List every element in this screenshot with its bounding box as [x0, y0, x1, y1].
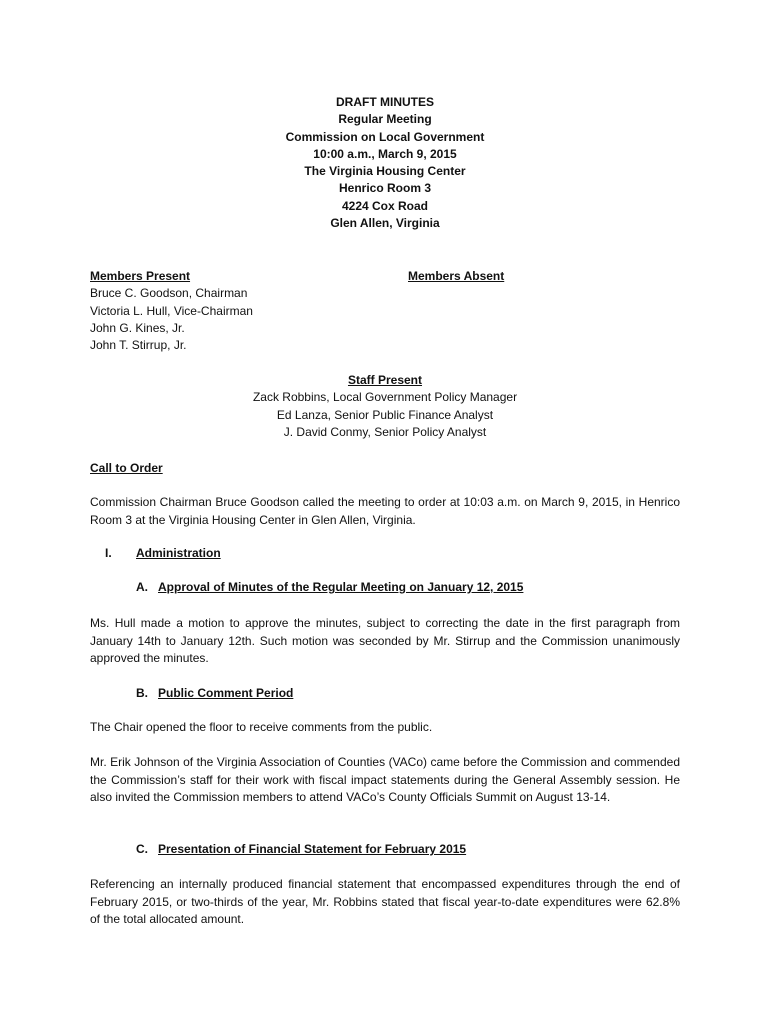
member-name: John G. Kines, Jr. [90, 320, 185, 335]
staff-name: J. David Conmy, Senior Policy Analyst [283, 424, 487, 439]
call-to-order-heading: Call to Order [90, 461, 163, 475]
member-name: Bruce C. Goodson, Chairman [90, 286, 248, 301]
subsection-title-financial-statement: Presentation of Financial Statement for February 2015 [158, 842, 467, 856]
public-comment-text-2: Mr. Erik Johnson of the Virginia Association of Counties (VACo) came before the Commission and commended the Commission’s staff for their work with fiscal impact statements during the General Assembly session. He also invited the Commission members to attend VACo’s County Officials Summit on August 13-14. [90, 755, 680, 805]
subsection-title-approval-minutes: Approval of Minutes of the Regular Meeting on January 12, 2015 [158, 580, 524, 594]
member-name: Victoria L. Hull, Vice-Chairman [90, 303, 253, 318]
staff-name: Zack Robbins, Local Government Policy Manager [252, 390, 518, 405]
members-present-heading: Members Present [90, 269, 191, 283]
header-datetime: 10:00 a.m., March 9, 2015 [313, 146, 457, 161]
header-organization: Commission on Local Government [285, 129, 485, 144]
subsection-title-public-comment: Public Comment Period [158, 686, 294, 700]
section-number: I. [105, 546, 112, 560]
header-title: DRAFT MINUTES [336, 95, 434, 109]
public-comment-text-1: The Chair opened the floor to receive comments from the public. [90, 720, 433, 734]
subsection-letter-c: C. [136, 842, 148, 856]
header-venue: The Virginia Housing Center [304, 164, 466, 179]
header-meeting-type: Regular Meeting [338, 112, 432, 127]
header-street: 4224 Cox Road [341, 198, 429, 213]
members-absent-heading: Members Absent [408, 269, 505, 283]
members-absent-column [408, 268, 688, 285]
financial-statement-text: Referencing an internally produced financial statement that encompassed expenditures through the end of February 2015, or two-thirds of the year, Mr. Robbins stated that fiscal year-to-date expenditures were 62.8% of the total allocated amount. [90, 877, 680, 927]
staff-present-section [0, 372, 770, 441]
subsection-letter-a: A. [136, 580, 148, 594]
section-title-administration: Administration [136, 546, 221, 560]
members-present-column [90, 268, 390, 354]
staff-present-heading: Staff Present [347, 373, 423, 387]
approval-minutes-text: Ms. Hull made a motion to approve the minutes, subject to correcting the date in the first paragraph from January 14th to January 12th. Such motion was seconded by Mr. Stirrup and the Commission unanimously approved the minutes. [90, 616, 680, 666]
call-to-order-text: Commission Chairman Bruce Goodson called the meeting to order at 10:03 a.m. on March 9, 2015, in Henrico Room 3 at the Virginia Housing Center in Glen Allen, Virginia. [90, 495, 680, 527]
header-city: Glen Allen, Virginia [330, 216, 440, 231]
meeting-header [0, 94, 770, 232]
staff-name: Ed Lanza, Senior Public Finance Analyst [276, 407, 494, 422]
subsection-letter-b: B. [136, 686, 148, 700]
member-name: John T. Stirrup, Jr. [90, 338, 187, 353]
header-room: Henrico Room 3 [338, 181, 431, 196]
